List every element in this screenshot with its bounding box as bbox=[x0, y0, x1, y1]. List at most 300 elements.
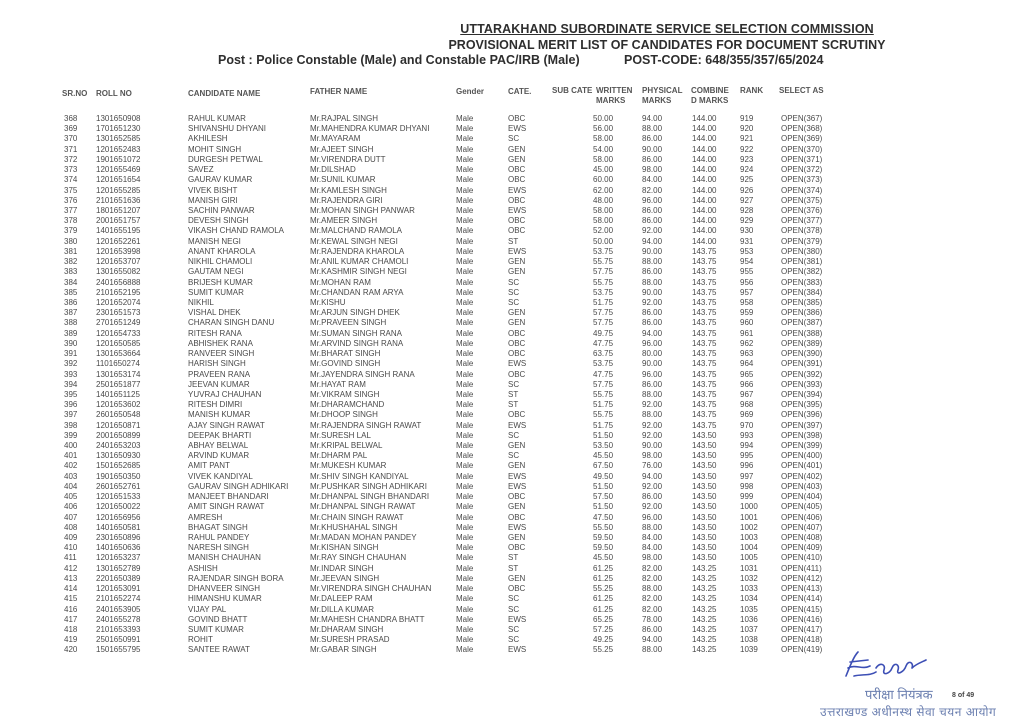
physical-marks-cell: 96.00 bbox=[642, 338, 663, 348]
sr-no-cell: 418 bbox=[64, 625, 78, 634]
roll-no-cell: 1201652483 bbox=[96, 144, 141, 154]
written-marks-cell: 45.00 bbox=[593, 165, 614, 175]
table-row bbox=[0, 543, 1024, 553]
gender-cell: Male bbox=[456, 175, 474, 185]
rank-cell: 966 bbox=[740, 379, 754, 389]
select-as-cell: OPEN(377) bbox=[781, 216, 823, 226]
select-as-cell: OPEN(368) bbox=[781, 124, 823, 134]
sr-no-cell: 420 bbox=[64, 645, 78, 655]
combined-marks-cell: 143.75 bbox=[692, 400, 717, 410]
gender-cell: Male bbox=[456, 625, 474, 634]
select-as-cell: OPEN(371) bbox=[781, 154, 823, 164]
category-cell: SC bbox=[508, 134, 520, 144]
combined-marks-cell: 144.00 bbox=[692, 134, 717, 144]
select-as-cell: OPEN(402) bbox=[781, 471, 823, 481]
candidate-name-cell: BRIJESH KUMAR bbox=[188, 277, 253, 287]
candidate-name-cell: HARISH SINGH bbox=[188, 359, 246, 369]
roll-no-cell: 1501652685 bbox=[96, 461, 141, 471]
combined-marks-cell: 143.75 bbox=[692, 267, 717, 277]
combined-marks-cell: 143.50 bbox=[692, 492, 717, 502]
category-cell: SC bbox=[508, 635, 520, 645]
written-marks-cell: 45.50 bbox=[593, 553, 614, 563]
roll-no-cell: 1701651230 bbox=[96, 124, 141, 134]
candidate-name-cell: AMIT PANT bbox=[188, 461, 230, 471]
table-row bbox=[0, 441, 1024, 451]
physical-marks-cell: 92.00 bbox=[642, 430, 663, 440]
post-code: POST-CODE: 648/355/357/65/2024 bbox=[624, 53, 824, 67]
combined-marks-cell: 143.25 bbox=[692, 594, 717, 604]
sr-no-cell: 406 bbox=[64, 502, 78, 512]
written-marks-cell: 55.75 bbox=[593, 277, 614, 287]
select-as-cell: OPEN(407) bbox=[781, 522, 823, 532]
roll-no-cell: 1101650274 bbox=[96, 359, 140, 369]
written-marks-cell: 57.25 bbox=[593, 625, 614, 634]
roll-no-cell: 1201652261 bbox=[96, 236, 141, 246]
table-row bbox=[0, 635, 1024, 645]
father-name-cell: Mr.DHARM PAL bbox=[310, 451, 368, 461]
physical-marks-cell: 86.00 bbox=[642, 625, 663, 634]
physical-marks-cell: 82.00 bbox=[642, 573, 663, 583]
gender-cell: Male bbox=[456, 124, 474, 134]
physical-marks-cell: 88.00 bbox=[642, 410, 663, 420]
category-cell: OBC bbox=[508, 512, 526, 522]
sr-no-cell: 404 bbox=[64, 481, 78, 491]
col-roll-no: ROLL NO bbox=[96, 89, 132, 98]
physical-marks-cell: 86.00 bbox=[642, 205, 663, 215]
rank-cell: 925 bbox=[740, 175, 754, 185]
category-cell: EWS bbox=[508, 471, 527, 481]
rank-cell: 1037 bbox=[740, 625, 758, 634]
gender-cell: Male bbox=[456, 226, 474, 236]
physical-marks-cell: 86.00 bbox=[642, 318, 663, 328]
category-cell: GEN bbox=[508, 502, 526, 512]
father-name-cell: Mr.DILLA KUMAR bbox=[310, 604, 375, 614]
candidate-name-cell: GAURAV SINGH ADHIKARI bbox=[188, 481, 289, 491]
father-name-cell: Mr.KASHMIR SINGH NEGI bbox=[310, 267, 407, 277]
rank-cell: 928 bbox=[740, 205, 754, 215]
physical-marks-cell: 88.00 bbox=[642, 522, 663, 532]
gender-cell: Male bbox=[456, 400, 474, 410]
gender-cell: Male bbox=[456, 645, 474, 655]
category-cell: GEN bbox=[508, 441, 526, 451]
roll-no-cell: 1201650585 bbox=[96, 338, 141, 348]
select-as-cell: OPEN(392) bbox=[781, 369, 823, 379]
rank-cell: 927 bbox=[740, 195, 754, 205]
sr-no-cell: 399 bbox=[64, 430, 78, 440]
roll-no-cell: 2001651757 bbox=[96, 216, 141, 226]
sr-no-cell: 391 bbox=[64, 349, 78, 359]
sr-no-cell: 392 bbox=[64, 359, 78, 369]
sr-no-cell: 405 bbox=[64, 492, 78, 502]
father-name-cell: Mr.DILSHAD bbox=[310, 165, 356, 175]
table-row bbox=[0, 472, 1024, 482]
physical-marks-cell: 76.00 bbox=[642, 461, 663, 471]
written-marks-cell: 51.50 bbox=[593, 430, 614, 440]
roll-no-cell: 2701651249 bbox=[96, 318, 141, 328]
table-row bbox=[0, 461, 1024, 471]
roll-no-cell: 1301650930 bbox=[96, 451, 141, 461]
gender-cell: Male bbox=[456, 246, 474, 256]
physical-marks-cell: 88.00 bbox=[642, 124, 663, 134]
candidate-name-cell: NIKHIL bbox=[188, 297, 214, 307]
rank-cell: 1002 bbox=[740, 522, 758, 532]
combined-marks-cell: 143.75 bbox=[692, 318, 717, 328]
combined-marks-cell: 143.50 bbox=[692, 430, 717, 440]
written-marks-cell: 55.25 bbox=[593, 645, 614, 655]
gender-cell: Male bbox=[456, 308, 474, 318]
table-row bbox=[0, 186, 1024, 196]
written-marks-cell: 54.00 bbox=[593, 144, 614, 154]
sr-no-cell: 370 bbox=[64, 134, 78, 144]
rank-cell: 922 bbox=[740, 144, 754, 154]
col-combined-line1: COMBINE bbox=[691, 86, 729, 95]
father-name-cell: Mr.MUKESH KUMAR bbox=[310, 461, 387, 471]
father-name-cell: Mr.DALEEP RAM bbox=[310, 594, 373, 604]
rank-cell: 964 bbox=[740, 359, 754, 369]
written-marks-cell: 61.25 bbox=[593, 563, 614, 573]
gender-cell: Male bbox=[456, 287, 474, 297]
candidate-name-cell: DHANVEER SINGH bbox=[188, 584, 261, 594]
physical-marks-cell: 96.00 bbox=[642, 195, 663, 205]
sr-no-cell: 408 bbox=[64, 522, 78, 532]
col-written bbox=[596, 86, 632, 106]
rank-cell: 929 bbox=[740, 216, 754, 226]
rank-cell: 1032 bbox=[740, 573, 758, 583]
col-cate: CATE. bbox=[508, 87, 532, 96]
sr-no-cell: 375 bbox=[64, 185, 78, 195]
table-row bbox=[0, 625, 1024, 635]
roll-no-cell: 1201655469 bbox=[96, 165, 141, 175]
sr-no-cell: 403 bbox=[64, 471, 78, 481]
sr-no-cell: 376 bbox=[64, 195, 78, 205]
written-marks-cell: 58.00 bbox=[593, 216, 614, 226]
combined-marks-cell: 143.75 bbox=[692, 379, 717, 389]
gender-cell: Male bbox=[456, 195, 474, 205]
candidate-name-cell: SHIVANSHU DHYANI bbox=[188, 124, 266, 134]
category-cell: GEN bbox=[508, 573, 526, 583]
sr-no-cell: 389 bbox=[64, 328, 78, 338]
sr-no-cell: 394 bbox=[64, 379, 78, 389]
combined-marks-cell: 143.75 bbox=[692, 410, 717, 420]
rank-cell: 1000 bbox=[740, 502, 758, 512]
category-cell: OBC bbox=[508, 226, 526, 236]
select-as-cell: OPEN(374) bbox=[781, 185, 823, 195]
col-written-line2: MARKS bbox=[596, 96, 626, 105]
written-marks-cell: 53.50 bbox=[593, 441, 614, 451]
father-name-cell: Mr.CHANDAN RAM ARYA bbox=[310, 287, 404, 297]
category-cell: OBC bbox=[508, 338, 526, 348]
rank-cell: 931 bbox=[740, 236, 754, 246]
written-marks-cell: 49.25 bbox=[593, 635, 614, 645]
category-cell: EWS bbox=[508, 359, 527, 369]
written-marks-cell: 61.25 bbox=[593, 573, 614, 583]
father-name-cell: Mr.MOHAN SINGH PANWAR bbox=[310, 205, 415, 215]
table-row bbox=[0, 267, 1024, 277]
select-as-cell: OPEN(399) bbox=[781, 441, 823, 451]
category-cell: SC bbox=[508, 594, 520, 604]
physical-marks-cell: 84.00 bbox=[642, 543, 663, 553]
written-marks-cell: 51.75 bbox=[593, 400, 614, 410]
written-marks-cell: 58.00 bbox=[593, 134, 614, 144]
col-combined-line2: D MARKS bbox=[691, 96, 729, 105]
candidate-name-cell: MANJEET BHANDARI bbox=[188, 492, 269, 502]
combined-marks-cell: 143.50 bbox=[692, 451, 717, 461]
candidate-name-cell: AKHILESH bbox=[188, 134, 228, 144]
combined-marks-cell: 143.75 bbox=[692, 257, 717, 267]
select-as-cell: OPEN(390) bbox=[781, 349, 823, 359]
category-cell: EWS bbox=[508, 185, 527, 195]
sr-no-cell: 415 bbox=[64, 594, 78, 604]
father-name-cell: Mr.KHUSHAHAL SINGH bbox=[310, 522, 398, 532]
father-name-cell: Mr.SHIV SINGH KANDIYAL bbox=[310, 471, 409, 481]
combined-marks-cell: 143.25 bbox=[692, 573, 717, 583]
roll-no-cell: 2401653905 bbox=[96, 604, 141, 614]
written-marks-cell: 55.25 bbox=[593, 584, 614, 594]
father-name-cell: Mr.DHARAMCHAND bbox=[310, 400, 385, 410]
father-name-cell: Mr.SUMAN SINGH RANA bbox=[310, 328, 403, 338]
sr-no-cell: 410 bbox=[64, 543, 78, 553]
written-marks-cell: 51.50 bbox=[593, 481, 614, 491]
father-name-cell: Mr.DHANPAL SINGH RAWAT bbox=[310, 502, 416, 512]
gender-cell: Male bbox=[456, 349, 474, 359]
father-name-cell: Mr.RAJENDRA KHAROLA bbox=[310, 246, 405, 256]
father-name-cell: Mr.GABAR SINGH bbox=[310, 645, 377, 655]
written-marks-cell: 60.00 bbox=[593, 175, 614, 185]
rank-cell: 1005 bbox=[740, 553, 758, 563]
physical-marks-cell: 86.00 bbox=[642, 267, 663, 277]
col-written-line1: WRITTEN bbox=[596, 86, 633, 95]
written-marks-cell: 58.00 bbox=[593, 205, 614, 215]
table-row bbox=[0, 196, 1024, 206]
category-cell: EWS bbox=[508, 124, 527, 134]
father-name-cell: Mr.DHOOP SINGH bbox=[310, 410, 378, 420]
written-marks-cell: 57.75 bbox=[593, 267, 614, 277]
gender-cell: Male bbox=[456, 236, 474, 246]
rank-cell: 999 bbox=[740, 492, 754, 502]
select-as-cell: OPEN(391) bbox=[781, 359, 823, 369]
select-as-cell: OPEN(382) bbox=[781, 267, 823, 277]
table-row bbox=[0, 553, 1024, 563]
roll-no-cell: 1201650022 bbox=[96, 502, 141, 512]
col-select-as: SELECT AS bbox=[779, 86, 824, 95]
rank-cell: 1035 bbox=[740, 604, 758, 614]
written-marks-cell: 59.50 bbox=[593, 543, 614, 553]
rank-cell: 919 bbox=[740, 114, 754, 123]
select-as-cell: OPEN(409) bbox=[781, 543, 823, 553]
written-marks-cell: 55.50 bbox=[593, 522, 614, 532]
father-name-cell: Mr.SURESH PRASAD bbox=[310, 635, 390, 645]
gender-cell: Male bbox=[456, 410, 474, 420]
rank-cell: 960 bbox=[740, 318, 754, 328]
col-gender: Gender bbox=[456, 87, 485, 96]
combined-marks-cell: 143.25 bbox=[692, 604, 717, 614]
combined-marks-cell: 143.50 bbox=[692, 512, 717, 522]
table-row bbox=[0, 114, 1024, 124]
category-cell: OBC bbox=[508, 165, 526, 175]
combined-marks-cell: 143.25 bbox=[692, 645, 717, 655]
candidate-name-cell: ABHAY BELWAL bbox=[188, 441, 249, 451]
category-cell: GEN bbox=[508, 533, 526, 543]
sr-no-cell: 374 bbox=[64, 175, 78, 185]
category-cell: OBC bbox=[508, 195, 526, 205]
candidate-name-cell: AMIT SINGH RAWAT bbox=[188, 502, 265, 512]
candidate-name-cell: MANISH CHAUHAN bbox=[188, 553, 261, 563]
physical-marks-cell: 78.00 bbox=[642, 614, 663, 624]
select-as-cell: OPEN(389) bbox=[781, 338, 823, 348]
gender-cell: Male bbox=[456, 584, 474, 594]
roll-no-cell: 1201653091 bbox=[96, 584, 141, 594]
candidate-name-cell: VIKASH CHAND RAMOLA bbox=[188, 226, 285, 236]
father-name-cell: Mr.VIRENDRA DUTT bbox=[310, 154, 386, 164]
rank-cell: 1031 bbox=[740, 563, 758, 573]
col-father-name: FATHER NAME bbox=[310, 87, 368, 96]
roll-no-cell: 2601652761 bbox=[96, 481, 141, 491]
roll-no-cell: 1201652074 bbox=[96, 297, 141, 307]
gender-cell: Male bbox=[456, 185, 474, 195]
select-as-cell: OPEN(413) bbox=[781, 584, 823, 594]
father-name-cell: Mr.MALCHAND RAMOLA bbox=[310, 226, 403, 236]
candidate-name-cell: VIJAY PAL bbox=[188, 604, 227, 614]
father-name-cell: Mr.SUNIL KUMAR bbox=[310, 175, 376, 185]
roll-no-cell: 1401655195 bbox=[96, 226, 141, 236]
rank-cell: 998 bbox=[740, 481, 754, 491]
roll-no-cell: 1301652585 bbox=[96, 134, 141, 144]
candidate-name-cell: GAUTAM NEGI bbox=[188, 267, 244, 277]
rank-cell: 957 bbox=[740, 287, 754, 297]
physical-marks-cell: 94.00 bbox=[642, 635, 663, 645]
table-row bbox=[0, 380, 1024, 390]
written-marks-cell: 49.50 bbox=[593, 471, 614, 481]
father-name-cell: Mr.MAYARAM bbox=[310, 134, 361, 144]
physical-marks-cell: 92.00 bbox=[642, 481, 663, 491]
category-cell: OBC bbox=[508, 216, 526, 226]
sr-no-cell: 372 bbox=[64, 154, 78, 164]
col-sub-cate: SUB CATE bbox=[552, 86, 593, 95]
gender-cell: Male bbox=[456, 389, 474, 399]
father-name-cell: Mr.MAHESH CHANDRA BHATT bbox=[310, 614, 425, 624]
combined-marks-cell: 144.00 bbox=[692, 216, 717, 226]
roll-no-cell: 1401650581 bbox=[96, 522, 141, 532]
rank-cell: 993 bbox=[740, 430, 754, 440]
rank-cell: 970 bbox=[740, 420, 754, 430]
sr-no-cell: 384 bbox=[64, 277, 78, 287]
select-as-cell: OPEN(396) bbox=[781, 410, 823, 420]
rank-cell: 1001 bbox=[740, 512, 758, 522]
rank-cell: 956 bbox=[740, 277, 754, 287]
gender-cell: Male bbox=[456, 277, 474, 287]
written-marks-cell: 62.00 bbox=[593, 185, 614, 195]
gender-cell: Male bbox=[456, 441, 474, 451]
rank-cell: 1038 bbox=[740, 635, 758, 645]
physical-marks-cell: 98.00 bbox=[642, 165, 663, 175]
physical-marks-cell: 82.00 bbox=[642, 594, 663, 604]
sr-no-cell: 371 bbox=[64, 144, 78, 154]
select-as-cell: OPEN(384) bbox=[781, 287, 823, 297]
gender-cell: Male bbox=[456, 533, 474, 543]
sr-no-cell: 390 bbox=[64, 338, 78, 348]
category-cell: EWS bbox=[508, 420, 527, 430]
rank-cell: 1036 bbox=[740, 614, 758, 624]
category-cell: GEN bbox=[508, 318, 526, 328]
physical-marks-cell: 92.00 bbox=[642, 420, 663, 430]
candidate-name-cell: VIVEK KANDIYAL bbox=[188, 471, 253, 481]
category-cell: GEN bbox=[508, 144, 526, 154]
combined-marks-cell: 144.00 bbox=[692, 205, 717, 215]
sr-no-cell: 379 bbox=[64, 226, 78, 236]
combined-marks-cell: 143.75 bbox=[692, 287, 717, 297]
combined-marks-cell: 144.00 bbox=[692, 144, 717, 154]
written-marks-cell: 51.75 bbox=[593, 420, 614, 430]
combined-marks-cell: 143.75 bbox=[692, 420, 717, 430]
stamp-organisation: उत्तराखण्ड अधीनस्थ सेवा चयन आयोग bbox=[820, 705, 997, 719]
select-as-cell: OPEN(398) bbox=[781, 430, 823, 440]
candidate-name-cell: CHARAN SINGH DANU bbox=[188, 318, 275, 328]
gender-cell: Male bbox=[456, 522, 474, 532]
gender-cell: Male bbox=[456, 635, 474, 645]
rank-cell: 920 bbox=[740, 124, 754, 134]
roll-no-cell: 1401650636 bbox=[96, 543, 141, 553]
father-name-cell: Mr.ARVIND SINGH RANA bbox=[310, 338, 404, 348]
father-name-cell: Mr.HAYAT RAM bbox=[310, 379, 366, 389]
category-cell: ST bbox=[508, 400, 519, 410]
candidate-name-cell: BHAGAT SINGH bbox=[188, 522, 248, 532]
roll-no-cell: 1301655082 bbox=[96, 267, 141, 277]
father-name-cell: Mr.CHAIN SINGH RAWAT bbox=[310, 512, 404, 522]
written-marks-cell: 61.25 bbox=[593, 604, 614, 614]
candidate-name-cell: RITESH DIMRI bbox=[188, 400, 243, 410]
sr-no-cell: 411 bbox=[64, 553, 77, 563]
category-cell: SC bbox=[508, 379, 520, 389]
select-as-cell: OPEN(401) bbox=[781, 461, 823, 471]
category-cell: GEN bbox=[508, 308, 526, 318]
candidate-name-cell: SAVEZ bbox=[188, 165, 214, 175]
select-as-cell: OPEN(386) bbox=[781, 308, 823, 318]
physical-marks-cell: 90.00 bbox=[642, 144, 663, 154]
combined-marks-cell: 143.75 bbox=[692, 359, 717, 369]
father-name-cell: Mr.INDAR SINGH bbox=[310, 563, 374, 573]
roll-no-cell: 2001650899 bbox=[96, 430, 141, 440]
physical-marks-cell: 98.00 bbox=[642, 451, 663, 461]
table-row bbox=[0, 359, 1024, 369]
gender-cell: Male bbox=[456, 451, 474, 461]
sr-no-cell: 387 bbox=[64, 308, 78, 318]
table-row bbox=[0, 421, 1024, 431]
col-physical-line2: MARKS bbox=[642, 96, 672, 105]
post-title: Post : Police Constable (Male) and Constable PAC/IRB (Male) bbox=[218, 53, 580, 67]
col-combined bbox=[691, 86, 729, 106]
roll-no-cell: 1801651207 bbox=[96, 205, 141, 215]
gender-cell: Male bbox=[456, 461, 474, 471]
combined-marks-cell: 143.25 bbox=[692, 584, 717, 594]
col-rank: RANK bbox=[740, 86, 764, 95]
combined-marks-cell: 143.50 bbox=[692, 481, 717, 491]
signature bbox=[840, 648, 930, 687]
category-cell: OBC bbox=[508, 369, 526, 379]
father-name-cell: Mr.KEWAL SINGH NEGI bbox=[310, 236, 398, 246]
select-as-cell: OPEN(397) bbox=[781, 420, 823, 430]
written-marks-cell: 47.50 bbox=[593, 512, 614, 522]
select-as-cell: OPEN(411) bbox=[781, 563, 822, 573]
select-as-cell: OPEN(378) bbox=[781, 226, 823, 236]
col-sr-no: SR.NO bbox=[62, 89, 88, 98]
written-marks-cell: 50.00 bbox=[593, 236, 614, 246]
roll-no-cell: 1201653707 bbox=[96, 257, 141, 267]
select-as-cell: OPEN(408) bbox=[781, 533, 823, 543]
roll-no-cell: 2401656888 bbox=[96, 277, 141, 287]
category-cell: ST bbox=[508, 389, 519, 399]
category-cell: EWS bbox=[508, 614, 527, 624]
rank-cell: 995 bbox=[740, 451, 754, 461]
